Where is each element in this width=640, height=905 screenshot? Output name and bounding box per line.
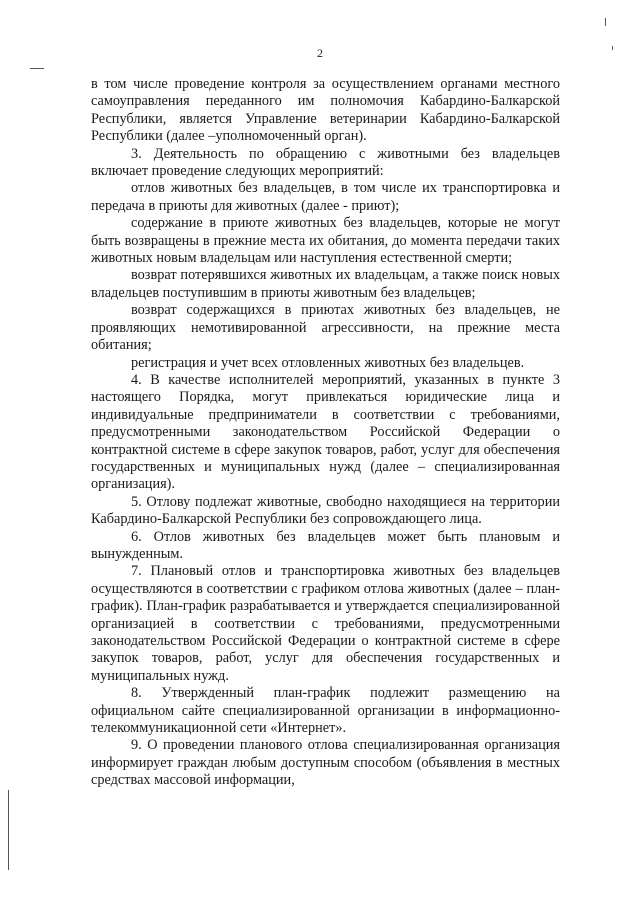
page-number: 2: [317, 46, 323, 60]
document-body: [91, 76, 560, 790]
paragraph-9: 6. Отлов животных без владельцев может быть плановым и вынужденным.: [91, 528, 560, 562]
scan-mark-left: [30, 68, 44, 69]
paragraph-10: 7. Плановый отлов и транспортировка животных без владельцев осуществляются в соответствии с графиком отлова животных (далее – план-график). План-график разрабатывается и утверждается специализированной организацией в соответствии с требованиями, предусмотренными законодательством Российской Федерации о контрактной системе в сфере закупок товаров, работ, услуг для обеспечения государственных и муниципальных нужд.: [91, 563, 560, 684]
paragraph-5: возврат содержащихся в приютах животных без владельцев, не проявляющих немотивированной агрессивности, на прежние места обитания;: [91, 302, 560, 354]
paragraph-7: 4. В качестве исполнителей мероприятий, указанных в пункте 3 настоящего Порядка, могут привлекаться юридические лица и индивидуальные предприниматели в соответствии с требованиями, предусмотренными законодательством Российской Федерации о контрактной системе в сфере закупок товаров, работ, услуг для обеспечения государственных и муниципальных нужд (далее – специализированная организация).: [91, 371, 560, 493]
scan-mark-bottom-left: [8, 790, 9, 870]
paragraph-1: 3. Деятельность по обращению с животными без владельцев включает проведение следующих мероприятий:: [91, 145, 560, 180]
paragraph-11: 8. Утвержденный план-график подлежит размещению на официальном сайте специализированной организации в информационно-телекоммуникационной сети «Интернет».: [91, 685, 560, 737]
paragraph-4: возврат потерявшихся животных их владельцам, а также поиск новых владельцев поступившим в приюты животным без владельцев;: [91, 267, 560, 301]
paragraph-6: регистрация и учет всех отловленных животных без владельцев.: [131, 354, 525, 371]
scan-mark-right-top: [605, 18, 606, 26]
paragraph-0: в том числе проведение контроля за осуществлением органами местного самоуправления переданного им полномочия Кабардино-Балкарской Республики, является Управление ветеринарии Кабардино-Балкарской Республики (далее –уполномоченный орган).: [91, 76, 560, 145]
paragraph-3: содержание в приюте животных без владельцев, которые не могут быть возвращены в прежние места их обитания, до момента передачи таких животных новым владельцам или наступления естественной смерти;: [91, 215, 560, 267]
paragraph-12: 9. О проведении планового отлова специализированная организация информирует граждан любым доступным способом (объявления в местных средствах массовой информации,: [91, 737, 560, 789]
scan-mark-right: [612, 46, 613, 50]
paragraph-2: отлов животных без владельцев, в том числе их транспортировка и передача в приюты для животных (далее - приют);: [91, 180, 560, 214]
paragraph-8: 5. Отлову подлежат животные, свободно находящиеся на территории Кабардино-Балкарской Республики без сопровождающего лица.: [91, 493, 560, 528]
